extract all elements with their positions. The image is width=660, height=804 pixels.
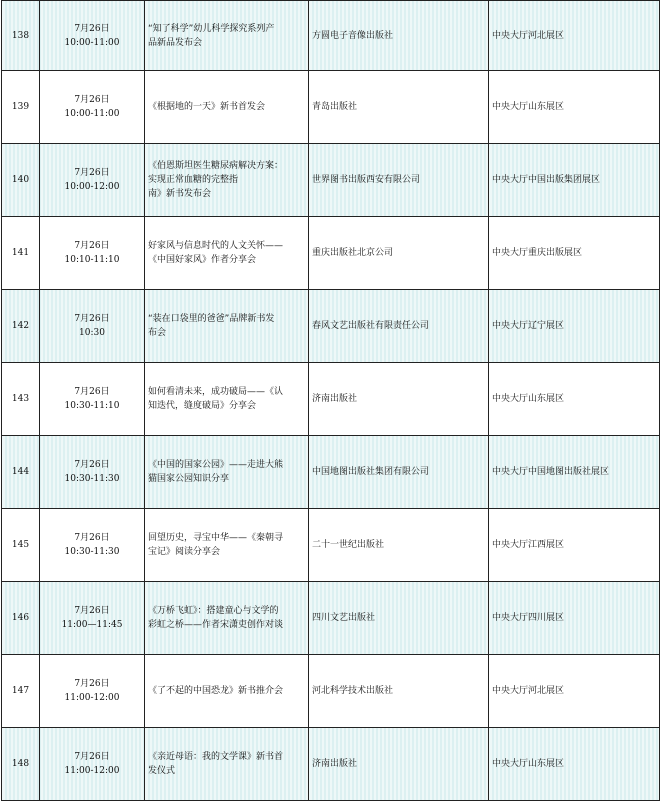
event-time: 10:30 (79, 328, 105, 338)
date-time-cell (40, 655, 145, 728)
date-time-cell (40, 217, 145, 290)
event-title-cell (145, 217, 309, 290)
event-title-line: “装在口袋里的爸爸”品牌新书发 (148, 314, 275, 324)
table-row (2, 582, 660, 655)
row-number: 142 (2, 290, 40, 363)
event-title-cell (145, 363, 309, 436)
publisher-cell: 河北科学技术出版社 (309, 655, 489, 728)
event-date: 7月26日 (74, 168, 110, 178)
event-title-line: 布会 (148, 328, 167, 338)
row-number: 140 (2, 144, 40, 217)
event-title-line: 《根据地的一天》新书首发会 (148, 102, 266, 112)
event-title-cell (145, 728, 309, 801)
row-number: 139 (2, 71, 40, 144)
publisher-cell: 世界图书出版西安有限公司 (309, 144, 489, 217)
row-number: 144 (2, 436, 40, 509)
row-number: 148 (2, 728, 40, 801)
venue-cell: 中央大厅河北展区 (489, 655, 660, 728)
event-title-line: 品新品发布会 (148, 37, 203, 48)
event-time: 10:30-11:30 (64, 474, 120, 484)
table-row (2, 728, 660, 801)
event-title-line: 回望历史，寻宝中华——《秦朝寻 (148, 533, 284, 543)
event-date: 7月26日 (74, 679, 110, 689)
venue-cell: 中央大厅山东展区 (489, 363, 660, 436)
date-time-cell (40, 1, 145, 71)
publisher-cell: 济南出版社 (309, 728, 489, 801)
event-time: 10:00-11:00 (64, 109, 120, 119)
row-number: 143 (2, 363, 40, 436)
event-date: 7月26日 (74, 460, 110, 470)
event-title-line: 《亲近母语：我的文学课》新书首 (148, 752, 284, 762)
event-time: 10:00-11:00 (64, 37, 120, 48)
publisher-cell: 重庆出版社北京公司 (309, 217, 489, 290)
event-time: 10:10-11:10 (64, 255, 120, 265)
event-title-cell (145, 290, 309, 363)
table-row (2, 509, 660, 582)
event-title-cell (145, 144, 309, 217)
table-row (2, 290, 660, 363)
venue-cell: 中央大厅四川展区 (489, 582, 660, 655)
event-date: 7月26日 (74, 752, 110, 762)
row-number: 146 (2, 582, 40, 655)
event-date: 7月26日 (74, 241, 110, 251)
event-title-line: 如何看清未来，成功破局——《认 (148, 387, 284, 397)
event-title-line: 《了不起的中国恐龙》新书推介会 (148, 686, 284, 696)
publisher-cell: 青岛出版社 (309, 71, 489, 144)
event-title-line: 《中国好家风》作者分享会 (148, 255, 257, 265)
event-date: 7月26日 (74, 533, 110, 543)
date-time-cell (40, 363, 145, 436)
event-time: 10:30-11:30 (64, 547, 120, 557)
table-row (2, 1, 660, 71)
venue-cell: 中央大厅山东展区 (489, 728, 660, 801)
event-title-line: “知了科学”幼儿科学探究系列产 (148, 23, 275, 34)
venue-cell: 中央大厅河北展区 (489, 1, 660, 71)
event-schedule-table (1, 0, 660, 801)
event-title-line: 南》新书发布会 (148, 189, 212, 199)
table-row (2, 655, 660, 728)
event-title-line: 《万桥飞虹》：搭建童心与文学的 (148, 606, 279, 616)
venue-cell: 中央大厅中国出版集团展区 (489, 144, 660, 217)
venue-cell: 中央大厅山东展区 (489, 71, 660, 144)
event-time: 10:30-11:10 (64, 401, 120, 411)
event-date: 7月26日 (74, 387, 110, 397)
date-time-cell (40, 509, 145, 582)
event-title-line: 《中国的国家公园》——走进大熊 (148, 460, 284, 470)
venue-cell: 中央大厅重庆出版展区 (489, 217, 660, 290)
row-number: 145 (2, 509, 40, 582)
table-row (2, 436, 660, 509)
row-number: 141 (2, 217, 40, 290)
event-date: 7月26日 (74, 23, 110, 34)
date-time-cell (40, 582, 145, 655)
event-time: 11:00-12:00 (64, 693, 120, 703)
event-time: 11:00—11:45 (61, 620, 123, 630)
publisher-cell: 中国地图出版社集团有限公司 (309, 436, 489, 509)
publisher-cell: 方圆电子音像出版社 (309, 1, 489, 71)
date-time-cell (40, 290, 145, 363)
table-row (2, 71, 660, 144)
row-number: 147 (2, 655, 40, 728)
event-title-line: 《伯恩斯坦医生糖尿病解决方案： (148, 161, 284, 171)
venue-cell: 中央大厅辽宁展区 (489, 290, 660, 363)
venue-cell: 中央大厅江西展区 (489, 509, 660, 582)
publisher-cell: 四川文艺出版社 (309, 582, 489, 655)
table-row (2, 363, 660, 436)
event-title-line: 实现正常血糖的完整指 (148, 175, 239, 185)
table-row (2, 217, 660, 290)
event-title-line: 彩虹之桥——作者宋潇吏创作对谈 (148, 620, 284, 630)
event-title-cell (145, 71, 309, 144)
event-title-line: 猫国家公园知识分享 (148, 474, 230, 484)
event-title-line: 知迭代，缝度破局》分享会 (148, 401, 257, 411)
event-title-cell (145, 509, 309, 582)
event-date: 7月26日 (74, 606, 110, 616)
event-date: 7月26日 (74, 95, 110, 105)
publisher-cell: 二十一世纪出版社 (309, 509, 489, 582)
event-title-line: 宝记》阅读分享会 (148, 547, 221, 557)
date-time-cell (40, 436, 145, 509)
event-title-cell (145, 655, 309, 728)
venue-cell: 中央大厅中国地图出版社展区 (489, 436, 660, 509)
event-title-cell (145, 582, 309, 655)
schedule-body (2, 1, 660, 801)
event-date: 7月26日 (74, 314, 110, 324)
date-time-cell (40, 728, 145, 801)
event-title-line: 发仪式 (148, 766, 176, 776)
publisher-cell: 春风文艺出版社有限责任公司 (309, 290, 489, 363)
event-time: 10:00-12:00 (64, 182, 120, 192)
date-time-cell (40, 144, 145, 217)
event-time: 11:00-12:00 (64, 766, 120, 776)
event-title-line: 好家风与信息时代的人文关怀—— (148, 241, 284, 251)
date-time-cell (40, 71, 145, 144)
publisher-cell: 济南出版社 (309, 363, 489, 436)
event-title-cell (145, 1, 309, 71)
event-title-cell (145, 436, 309, 509)
table-row (2, 144, 660, 217)
row-number: 138 (2, 1, 40, 71)
